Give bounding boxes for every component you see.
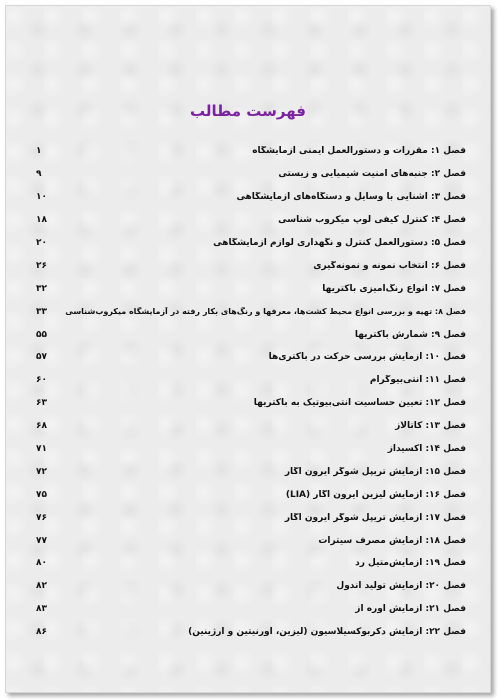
toc-entry-label: فصل ۸: تهیه و بررسی انواع محیط کشت‌ها، معرفها و رنگ‌های بکار رفته در آزمایشگاه میکروب‌شناسی bbox=[65, 307, 466, 317]
toc-entry-page: ۸۶ bbox=[36, 627, 47, 638]
toc-entry bbox=[36, 621, 466, 644]
toc-entry-label: فصل ۲۲: آزمایش دکربوکسیلاسیون (لیزین، اورنیتین و آرژینین) bbox=[188, 627, 466, 638]
toc-entry-label: فصل ۲۰: آزمایش تولید اندول bbox=[336, 581, 466, 592]
toc-entry-label: فصل ۹: شمارش باکتریها bbox=[354, 329, 466, 340]
toc-entry-label: فصل ۱۲: تعیین حساسیت آنتی‌بیوتیک به باکتریها bbox=[253, 398, 466, 409]
toc-entry bbox=[36, 209, 466, 232]
toc-entry-label: فصل ۱۰: آزمایش بررسی حرکت در باکتری‌ها bbox=[268, 352, 466, 363]
toc-entry-page: ۵۵ bbox=[36, 329, 47, 340]
toc-entry-page: ۷۱ bbox=[36, 444, 47, 455]
toc-entry-label: فصل ۷: انواع رنگ‌آمیزی باکتریها bbox=[322, 283, 466, 294]
toc-entry bbox=[36, 163, 466, 186]
toc-entry-page: ۵۷ bbox=[36, 352, 47, 363]
toc-entry-page: ۷۵ bbox=[36, 489, 47, 500]
toc-entry-page: ۶۰ bbox=[36, 375, 47, 386]
toc-entry bbox=[36, 415, 466, 438]
toc-entry-label: فصل ۱: مقررات و دستورالعمل ایمنی آزمایشگاه bbox=[252, 146, 466, 157]
toc-entry bbox=[36, 346, 466, 369]
toc-entry-label: فصل ۵: دستورالعمل کنترل و نگهداری لوازم آزمایشگاهی bbox=[213, 238, 466, 248]
toc-entry-label: فصل ۱۶: آزمایش لیزین آیرون آگار (LIA) bbox=[285, 489, 466, 500]
toc-entry-page: ۲۶ bbox=[36, 260, 47, 271]
toc-entry-label: فصل ۶: انتخاب نمونه و نمونه‌گیری bbox=[313, 260, 466, 271]
toc-list bbox=[36, 140, 466, 644]
toc-entry-label: فصل ۲: جنبه‌های امنیت شیمیایی و زیستی bbox=[278, 169, 466, 180]
toc-entry-page: ۶۸ bbox=[36, 421, 47, 432]
toc-entry-label: فصل ۱۷: آزمایش تریپل شوگر آیرون آگار bbox=[284, 512, 466, 523]
toc-entry-page: ۳۳ bbox=[36, 306, 47, 317]
toc-entry-page: ۶۳ bbox=[36, 398, 47, 409]
toc-entry bbox=[36, 460, 466, 483]
toc-entry-page: ۹ bbox=[36, 169, 42, 180]
toc-entry-page: ۷۷ bbox=[36, 535, 47, 546]
document-page bbox=[5, 5, 491, 693]
toc-entry-label: فصل ۱۸: آزمایش مصرف سیترات bbox=[318, 535, 466, 546]
toc-entry bbox=[36, 254, 466, 277]
toc-entry-page: ۸۰ bbox=[36, 558, 47, 569]
toc-entry-label: فصل ۱۴: اکسیداز bbox=[387, 444, 466, 455]
toc-entry-page: ۳۲ bbox=[36, 283, 47, 294]
toc-entry bbox=[36, 506, 466, 529]
toc-entry-label: فصل ۳: آشنایی با وسایل و دستگاه‌های آزمایشگاهی bbox=[236, 192, 466, 203]
toc-title: فهرست مطالب bbox=[190, 102, 306, 120]
toc-entry bbox=[36, 392, 466, 415]
toc-entry bbox=[36, 186, 466, 209]
toc-entry bbox=[36, 277, 466, 300]
toc-entry-label: فصل ۱۳: کاتالاز bbox=[395, 421, 466, 432]
toc-entry bbox=[36, 300, 466, 323]
toc-entry bbox=[36, 323, 466, 346]
toc-entry bbox=[36, 369, 466, 392]
toc-entry bbox=[36, 529, 466, 552]
toc-entry-label: فصل ۱۹: آزمایش‌متیل رد bbox=[355, 558, 466, 569]
toc-entry bbox=[36, 140, 466, 163]
toc-entry-label: فصل ۱۱: آنتی‌بیوگرام bbox=[369, 375, 466, 386]
toc-entry bbox=[36, 438, 466, 461]
toc-entry-label: فصل ۱۵: آزمایش تریپل شوگر آیرون آگار bbox=[284, 466, 466, 477]
toc-entry-page: ۸۳ bbox=[36, 604, 47, 615]
toc-entry bbox=[36, 598, 466, 621]
toc-entry-page: ۱۰ bbox=[36, 192, 47, 203]
toc-entry-label: فصل ۲۱: آزمایش اوره آز bbox=[355, 604, 466, 615]
toc-entry-page: ۷۲ bbox=[36, 466, 47, 477]
toc-entry-page: ۸۲ bbox=[36, 581, 47, 592]
toc-entry-label: فصل ۴: کنترل کیفی لوپ میکروب شناسی bbox=[278, 215, 466, 226]
toc-entry-page: ۱ bbox=[36, 146, 42, 157]
toc-entry-page: ۲۰ bbox=[36, 238, 47, 248]
toc-entry bbox=[36, 575, 466, 598]
toc-entry-page: ۱۸ bbox=[36, 215, 47, 226]
toc-entry bbox=[36, 232, 466, 255]
toc-entry-page: ۷۶ bbox=[36, 512, 47, 523]
toc-entry bbox=[36, 483, 466, 506]
toc-entry bbox=[36, 552, 466, 575]
